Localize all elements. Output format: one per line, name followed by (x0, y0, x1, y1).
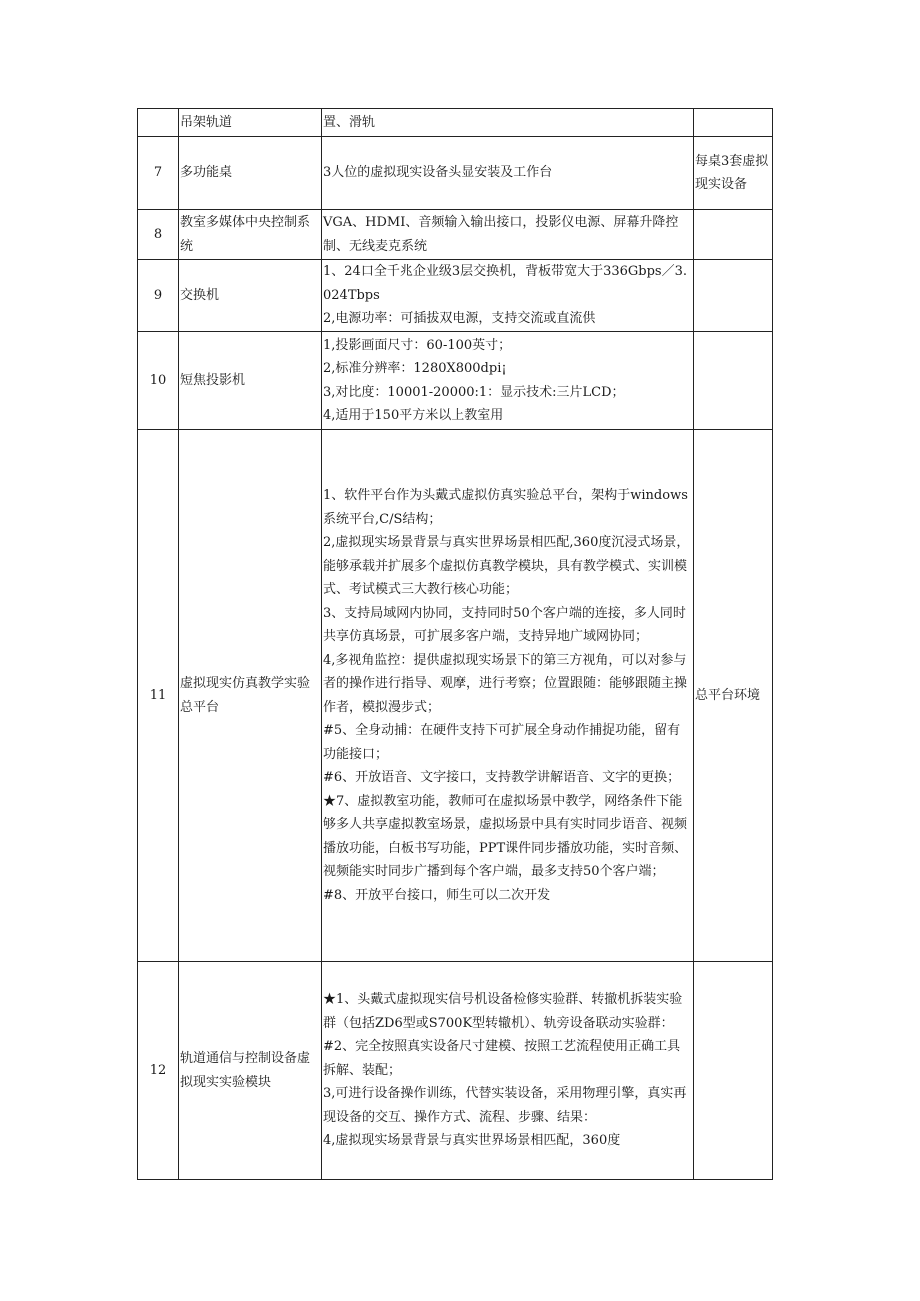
spec-line: #2、完全按照真实设备尺寸建模、按照工艺流程使用正确工具拆解、装配； (323, 1039, 681, 1078)
item-name: 短焦投影机 (179, 332, 322, 430)
item-note (694, 332, 773, 430)
item-spec (322, 962, 694, 1180)
spec-line: 1、24口全千兆企业级3层交换机，背板带宽大于336Gbps／3.024Tbps (323, 264, 688, 303)
item-spec (322, 260, 694, 332)
item-spec (322, 210, 694, 260)
spec-line: ★7、虚拟教室功能，教师可在虚拟场景中教学，网络条件下能够多人共享虚拟教室场景，虚拟场景中具有实时同步语音、视频播放功能，白板书写功能，PPT课件同步播放功能，实时音频、视频能实时同步广播到每个客户端，最多支持50个客户端； (323, 793, 688, 879)
item-note (694, 260, 773, 332)
item-name: 教室多媒体中央控制系统 (179, 210, 322, 260)
item-name: 交换机 (179, 260, 322, 332)
spec-line: 2,标准分辨率：1280X800dpi¡ (323, 361, 507, 376)
row-number (138, 109, 179, 137)
item-note (694, 210, 773, 260)
spec-line: 1、软件平台作为头戴式虚拟仿真实验总平台，架构于windows系统平台,C/S结构； (323, 488, 688, 527)
spec-line: 4,多视角监控：提供虚拟现实场景下的第三方视角，可以对参与者的操作进行指导、观摩，进行考察；位置跟随：能够跟随主操作者，模拟漫步式； (323, 652, 688, 715)
item-spec (322, 109, 694, 137)
spec-line: 2,电源功率：可插拔双电源，支持交流或直流供 (323, 311, 596, 327)
spec-line: #5、全身动捕：在硬件支持下可扩展全身动作捕捉功能，留有功能接口； (323, 723, 681, 762)
table-row (138, 430, 773, 962)
row-number: 12 (138, 962, 179, 1180)
item-name: 多功能桌 (179, 137, 322, 210)
item-spec (322, 137, 694, 210)
item-name: 虚拟现实仿真教学实验总平台 (179, 430, 322, 962)
spec-line: 3、支持局域网内协同，支持同时50个客户端的连接，多人同时共享仿真场景，可扩展多客户端，支持异地广域网协同； (323, 605, 686, 644)
spec-line: 置、滑轨 (323, 114, 376, 130)
spec-line: #6、开放语音、文字接口，支持教学讲解语音、文字的更换； (323, 770, 681, 785)
item-note (694, 109, 773, 137)
spec-line: #8、开放平台接口，师生可以二次开发 (323, 887, 551, 903)
table-row (138, 210, 773, 260)
item-note: 总平台环境 (694, 430, 773, 962)
spec-line: 1,投影画面尺寸：60-100英寸； (323, 337, 512, 353)
spec-table (137, 108, 773, 1180)
table-row (138, 137, 773, 210)
spec-line: ★1、头戴式虚拟现实信号机设备检修实验群、转撤机拆装实验群（包括ZD6型或S700K型转辙机）、轨旁设备联动实验群： (323, 992, 683, 1031)
row-number: 10 (138, 332, 179, 430)
spec-line: 2,虚拟现实场景背景与真实世界场景相匹配,360度沉浸式场景，能够承载并扩展多个虚拟仿真教学模块，具有教学模式、实训模式、考试模式三大教行核心功能； (323, 535, 690, 597)
item-note: 每桌3套虚拟现实设备 (694, 137, 773, 210)
table-row (138, 260, 773, 332)
item-note (694, 962, 773, 1180)
item-spec (322, 332, 694, 430)
row-number: 11 (138, 430, 179, 962)
spec-line: 4,适用于150平方米以上教室用 (323, 408, 504, 423)
spec-line: VGA、HDMI、音频输入输出接口，投影仪电源、屏幕升降控制、无线麦克系统 (323, 215, 679, 254)
item-spec (322, 430, 694, 962)
spec-line: 4,虚拟现实场景背景与真实世界场景相匹配，360度 (323, 1133, 621, 1149)
spec-line: 3,对比度：10001-20000:1：显示技术:三片LCD； (323, 384, 625, 400)
table-row (138, 332, 773, 430)
spec-line: 3人位的虚拟现实设备头显安装及工作台 (323, 165, 553, 181)
row-number: 8 (138, 210, 179, 260)
item-name: 吊架轨道 (179, 109, 322, 137)
item-name: 轨道通信与控制设备虚拟现实实验模块 (179, 962, 322, 1180)
spec-line: 3,可进行设备操作训练，代替实装设备，采用物理引擎，真实再现设备的交互、操作方式、流程、步骤、结果： (323, 1086, 687, 1125)
row-number: 7 (138, 137, 179, 210)
table-row (138, 962, 773, 1180)
table-row (138, 109, 773, 137)
row-number: 9 (138, 260, 179, 332)
